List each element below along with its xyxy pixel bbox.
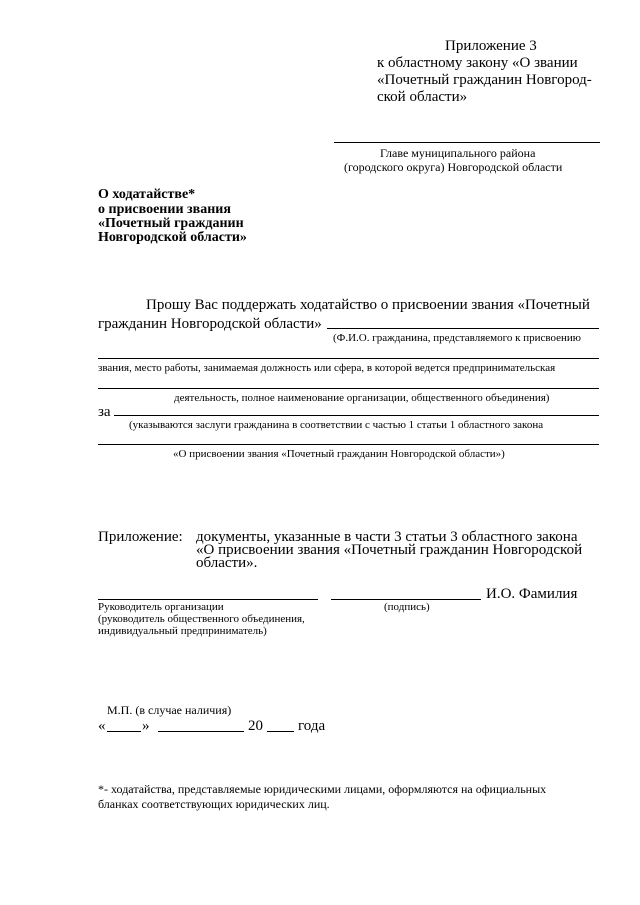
nominee-hint-line2: звания, место работы, занимаемая должность или сфера, в которой ведется предпринимательская	[98, 362, 556, 374]
merits-field-1[interactable]	[114, 415, 599, 416]
appendix-law-line1: к областному закону «О звании	[377, 55, 578, 71]
merits-za-label: за	[98, 404, 111, 420]
subject-line2: о присвоении звания	[98, 202, 231, 217]
signer-role-line1: Руководитель организации	[98, 601, 224, 613]
subject-line3: «Почетный гражданин	[98, 216, 244, 231]
addressee-line2: (городского округа) Новгородской области	[344, 160, 563, 174]
head-position-field[interactable]	[98, 599, 318, 600]
signer-role-line3: индивидуальный предприниматель)	[98, 625, 267, 637]
footnote-line1: *- ходатайства, представляемые юридическими лицами, оформляются на официальных	[98, 782, 547, 796]
attachment-line3: области».	[196, 555, 258, 571]
nominee-hint-line3: деятельность, полное наименование организации, общественного объединения)	[174, 392, 550, 404]
nominee-details-field-2[interactable]	[98, 388, 599, 389]
date-month-field[interactable]	[158, 731, 244, 732]
body-paragraph-line2: гражданин Новгородской области»	[98, 316, 322, 332]
nominee-name-field[interactable]	[327, 328, 599, 329]
subject-line4: Новгородской области»	[98, 230, 247, 245]
subject-line1: О ходатайстве*	[98, 187, 196, 202]
date-year-field[interactable]	[267, 731, 294, 732]
date-year-suffix: года	[298, 718, 326, 734]
nominee-details-field-1[interactable]	[98, 358, 599, 359]
attachment-line2: «О присвоении звания «Почетный гражданин Новгородской	[196, 542, 583, 558]
date-year-prefix: 20	[248, 718, 263, 734]
signer-role-line2: (руководитель общественного объединения,	[98, 613, 305, 625]
date-day-field[interactable]	[107, 731, 141, 732]
appendix-law-line3: ской области»	[377, 89, 468, 105]
nominee-hint-line1: (Ф.И.О. гражданина, представляемого к присвоению	[333, 332, 581, 344]
signer-name: И.О. Фамилия	[486, 586, 578, 602]
date-open-quote: «	[98, 718, 106, 734]
date-close-quote: »	[142, 718, 150, 734]
body-paragraph-line1: Прошу Вас поддержать ходатайство о присвоении звания «Почетный	[146, 297, 590, 313]
appendix-number: Приложение 3	[445, 38, 537, 54]
addressee-line1: Главе муниципального района	[380, 146, 536, 160]
stamp-note: М.П. (в случае наличия)	[107, 703, 232, 717]
attachment-line1: документы, указанные в части 3 статьи 3 областного закона	[196, 529, 578, 545]
signature-hint: (подпись)	[384, 601, 430, 613]
addressee-name-line	[334, 142, 600, 143]
signature-field[interactable]	[331, 599, 481, 600]
merits-field-2[interactable]	[98, 444, 599, 445]
appendix-law-line2: «Почетный гражданин Новгород-	[377, 72, 592, 88]
footnote-line2: бланках соответствующих юридических лиц.	[98, 797, 330, 811]
merits-hint-line2: «О присвоении звания «Почетный гражданин Новгородской области»)	[173, 448, 505, 460]
merits-hint-line1: (указываются заслуги гражданина в соответствии с частью 1 статьи 1 областного закона	[129, 419, 544, 431]
attachment-label: Приложение:	[98, 529, 183, 545]
